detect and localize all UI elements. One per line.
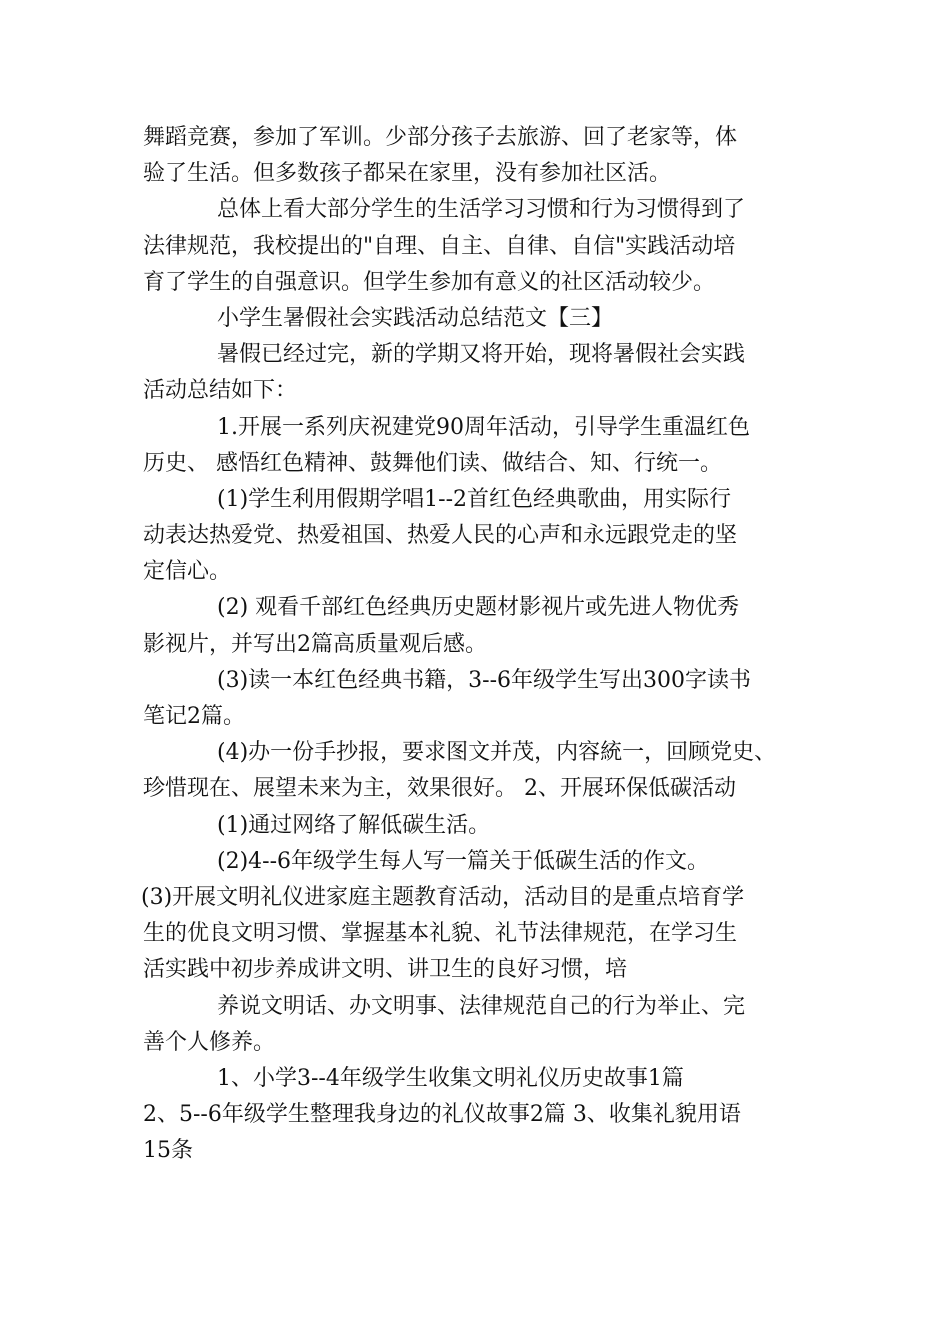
text-line: 动表达热爱党、热爱祖国、热爱人民的心声和永远跟党走的坚 [143,523,738,549]
text-line: (2) 观看千部红色经典历史题材影视片或先进人物优秀 [217,595,740,621]
text-line: (4)办一份手抄报，要求图文并茂，内容統一，回顾党史、 [217,740,777,766]
text-line: 善个人修养。 [143,1029,276,1055]
text-line: 1、小学3--4年级学生收集文明礼仪历史故事1篇 [217,1065,684,1091]
text-line: 总体上看大部分学生的生活学习习惯和行为习惯得到了 [217,197,746,223]
text-line: 历史、 感悟红色精神、鼓舞他们读、做结合、知、行统一。 [143,450,722,476]
text-line: 影视片，并写出2篇高质量观后感。 [143,631,487,657]
text-line: (3)读一本红色经典书籍，3--6年级学生写出300字读书 [217,667,752,693]
text-line: (1)学生利用假期学唱1--2首红色经典歌曲，用实际行 [217,486,732,512]
text-line: 养说文明话、办文明事、法律规范自己的行为举止、完 [217,993,746,1019]
text-line: 舞蹈竞赛，参加了军训。少部分孩子去旅游、回了老家等，体 [143,125,738,150]
text-line: 2、5--6年级学生整理我身边的礼仪故事2篇 3、收集礼貌用语 [143,1102,741,1128]
text-line: 法律规范，我校提出的"自理、自主、自律、自信"实践活动培 [143,233,736,259]
text-line: 笔记2篇。 [143,704,245,729]
text-line: 暑假已经过完，新的学期又将开始，现将暑假社会实践 [217,342,746,368]
text-line: (1)通过网络了解低碳生活。 [217,812,491,838]
text-line: 1.开展一系列庆祝建党90周年活动，引导学生重温红色 [217,414,750,440]
text-line: (3)开展文明礼仪进家庭主题教育活动，活动目的是重点培育学 [141,884,745,910]
text-line: 定信心。 [143,559,232,585]
text-line: 珍惜现在、展望未来为主，效果很好。 2、开展环保低碳活动 [143,776,736,802]
document-body [143,120,813,1169]
text-line: 活动总结如下： [143,378,298,404]
text-line: 15条 [143,1138,193,1164]
text-line: (2)4--6年级学生每人写一篇关于低碳生活的作文。 [217,848,710,874]
text-line: 验了生活。但多数孩子都呆在家里，没有参加社区活。 [143,161,672,187]
text-line: 生的优良文明习惯、掌握基本礼貌、礼节法律规范，在学习生 [143,921,738,947]
text-line: 小学生暑假社会实践活动总结范文【三】 [217,305,614,331]
text-line: 活实践中初步养成讲文明、讲卫生的良好习惯，培 [143,957,628,983]
text-line: 育了学生的自强意识。但学生参加有意义的社区活动较少。 [143,269,716,295]
